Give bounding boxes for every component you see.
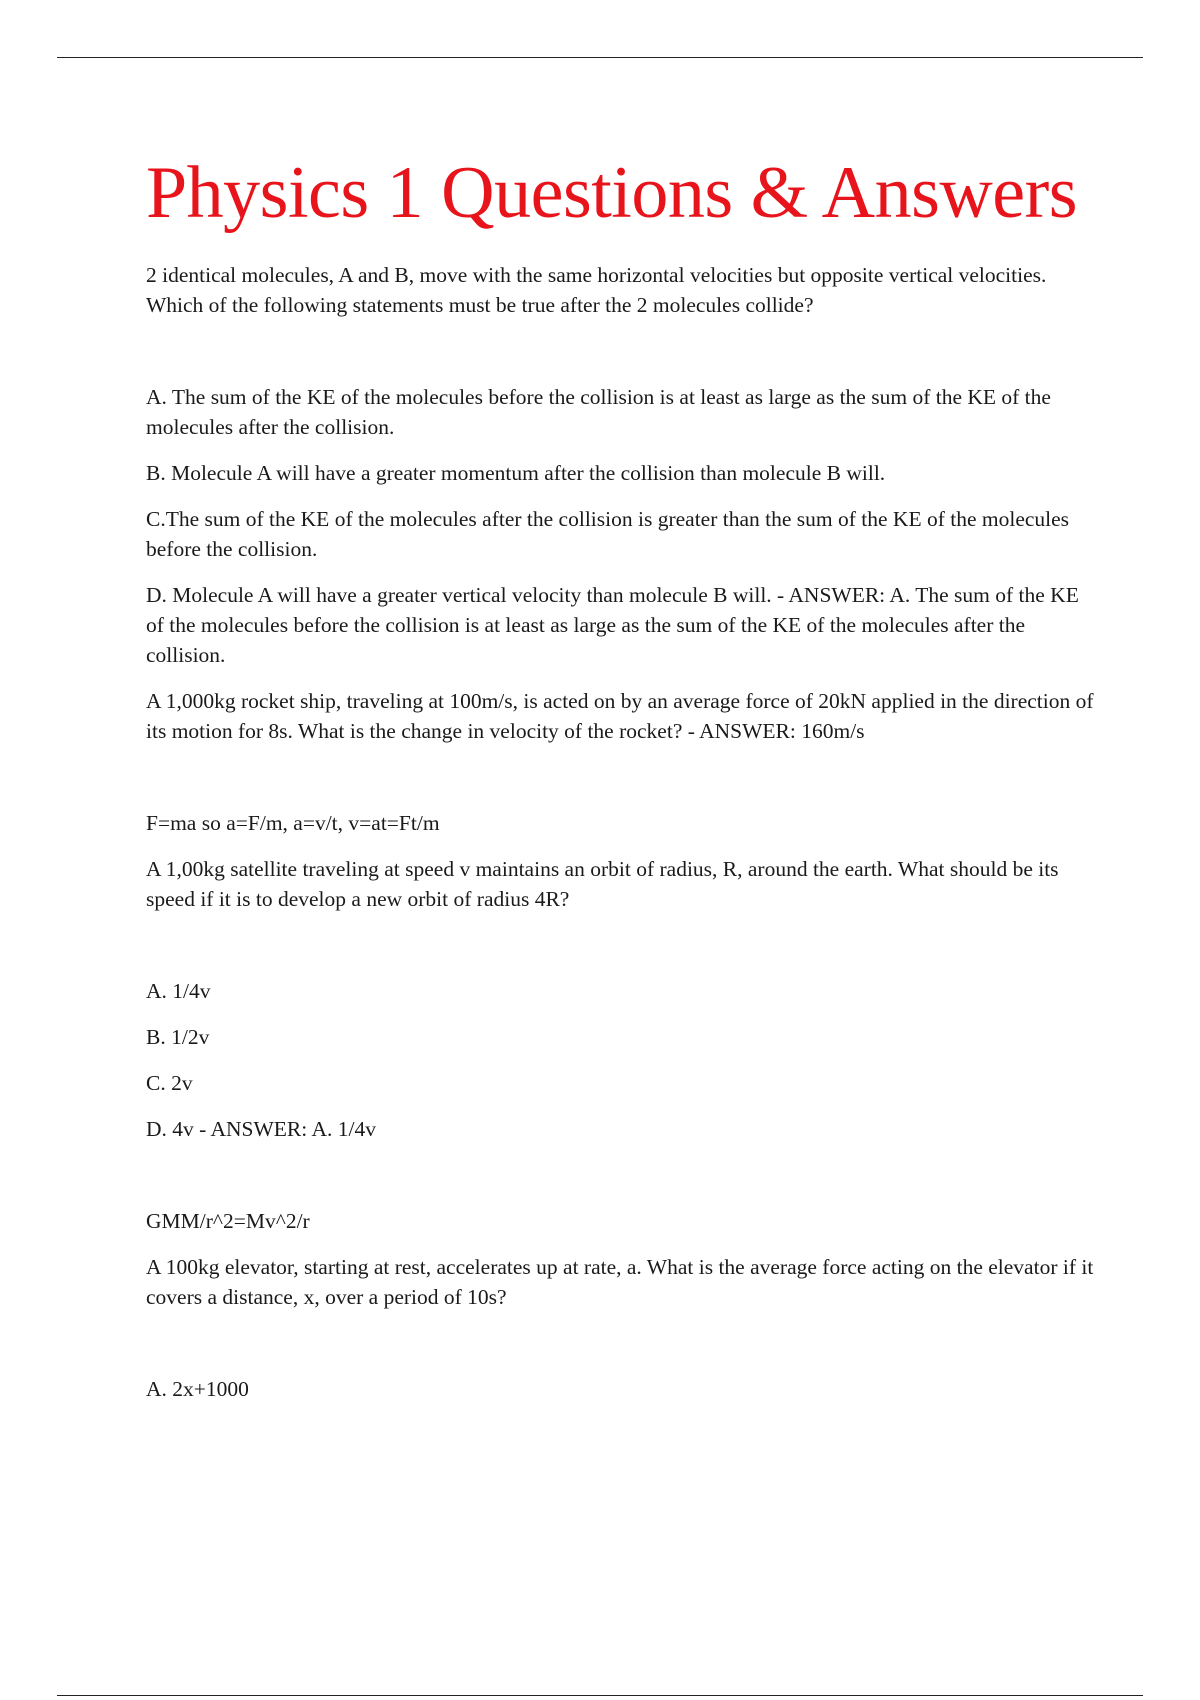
spacer — [146, 1312, 1096, 1374]
question-3-option-b: B. 1/2v — [146, 1025, 210, 1049]
question-2-text-answer: A 1,000kg rocket ship, traveling at 100m/s, is acted on by an average force of 20kN applied in the direction of its motion for 8s. What is the change in velocity of the rocket? - ANSWER: 160m/s — [146, 689, 1094, 743]
question-4-text: A 100kg elevator, starting at rest, accelerates up at rate, a. What is the average force acting on the elevator if it covers a distance, x, over a period of 10s? — [146, 1255, 1094, 1309]
spacer — [146, 838, 1096, 854]
spacer — [146, 320, 1096, 382]
document-body — [146, 150, 1096, 1404]
question-1-option-c: C.The sum of the KE of the molecules after the collision is greater than the sum of the KE of the molecules before the collision. — [146, 507, 1070, 561]
spacer — [146, 746, 1096, 808]
document-title: Physics 1 Questions & Answers — [146, 152, 1078, 234]
question-2-explanation: F=ma so a=F/m, a=v/t, v=at=Ft/m — [146, 811, 440, 835]
question-3-explanation: GMM/r^2=Mv^2/r — [146, 1209, 310, 1233]
spacer — [146, 1236, 1096, 1252]
question-1-option-d-answer: D. Molecule A will have a greater vertical velocity than molecule B will. - ANSWER: A. The sum of the KE of the molecules before the collision is at least as large as the sum of the KE of the molecules after the collision. — [146, 583, 1079, 667]
question-1-option-a: A. The sum of the KE of the molecules before the collision is at least as large as the sum of the KE of the molecules after the collision. — [146, 385, 1051, 439]
spacer — [146, 564, 1096, 580]
spacer — [146, 1052, 1096, 1068]
question-1-text: 2 identical molecules, A and B, move with the same horizontal velocities but opposite vertical velocities. Which of the following statements must be true after the 2 molecules collide? — [146, 263, 1047, 317]
question-3-option-c: C. 2v — [146, 1071, 193, 1095]
question-3-text: A 1,00kg satellite traveling at speed v maintains an orbit of radius, R, around the earth. What should be its speed if it is to develop a new orbit of radius 4R? — [146, 857, 1059, 911]
spacer — [146, 1098, 1096, 1114]
spacer — [146, 488, 1096, 504]
question-4-option-a: A. 2x+1000 — [146, 1377, 249, 1401]
bottom-rule — [57, 1695, 1143, 1696]
question-1-option-b: B. Molecule A will have a greater momentum after the collision than molecule B will. — [146, 461, 886, 485]
question-3-option-d-answer: D. 4v - ANSWER: A. 1/4v — [146, 1117, 376, 1141]
spacer — [146, 914, 1096, 976]
question-3-option-a: A. 1/4v — [146, 979, 211, 1003]
spacer — [146, 670, 1096, 686]
spacer — [146, 1144, 1096, 1206]
top-rule — [57, 57, 1143, 58]
spacer — [146, 1006, 1096, 1022]
spacer — [146, 442, 1096, 458]
